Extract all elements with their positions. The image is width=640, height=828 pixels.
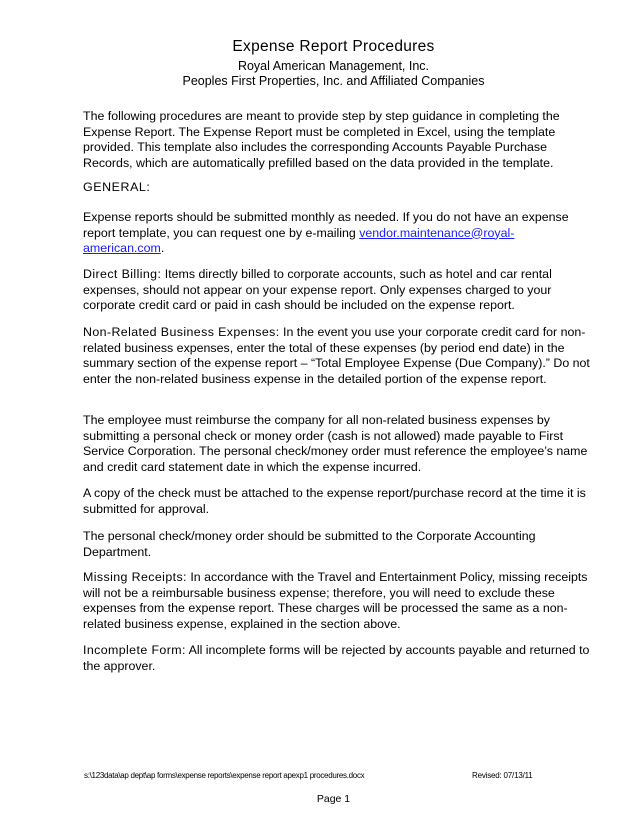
missing-receipts-paragraph	[83, 570, 593, 632]
footer-file-path: s:\123data\ap dept\ap forms\expense reports\expense report apexp1 procedures.docx	[84, 771, 365, 780]
copy-paragraph: A copy of the check must be attached to the expense report/purchase record at the time it is submitted for approval.	[83, 486, 586, 516]
missing-receipts-label: Missing Receipts:	[83, 570, 187, 584]
document-title: Expense Report Procedures	[232, 38, 435, 55]
reimburse-paragraph: The employee must reimburse the company for all non-related business expenses by submitting a personal check or money order (cash is not allowed) made payable to First Service Corporation. The personal check/money order must reference the employee’s name and credit card statement date in which the expense incurred.	[83, 413, 588, 474]
expense-text: Expense reports should be submitted monthly as needed. If you do not have an expense report template, you can request one by e-mailing	[83, 210, 569, 240]
general-heading: GENERAL:	[83, 180, 151, 194]
non-related-paragraph	[83, 325, 593, 387]
intro-paragraph: The following procedures are meant to provide step by step guidance in completing the Expense Report. The Expense Report must be completed in Excel, using the template provided. This template also includes the corresponding Accounts Payable Purchase Records, which are automatically prefilled based on the data provided in the template.	[83, 109, 560, 170]
incomplete-form-text: All incomplete forms will be rejected by accounts payable and returned to the approver.	[83, 643, 590, 673]
incomplete-form-label: Incomplete Form:	[83, 643, 186, 657]
page-number: Page 1	[316, 793, 351, 805]
missing-receipts-text: In accordance with the Travel and Entertainment Policy, missing receipts will not be a reimbursable business expense; therefore, you will need to exclude these expenses from the expense report. These charges will be processed the same as a non-related business expense, explained in the section above.	[83, 570, 588, 631]
footer-revised-date: Revised: 07/13/11	[472, 771, 533, 780]
non-related-text: In the event you use your corporate credit card for non-related business expenses, enter the total of these expenses (by period end date) in the summary section of the expense report – “Total Employee Expense (Due Company).” Do not enter the non-related business expense in the detailed portion of the expense report.	[83, 325, 590, 386]
non-related-label: Non-Related Business Expenses:	[83, 325, 280, 339]
expense-paragraph	[83, 210, 593, 257]
incomplete-form-paragraph	[83, 643, 593, 674]
personal-check-paragraph: The personal check/money order should be submitted to the Corporate Accounting Department.	[83, 529, 536, 559]
direct-billing-paragraph	[83, 267, 593, 314]
direct-billing-text: Items directly billed to corporate accounts, such as hotel and car rental expenses, should not appear on your expense report. Only expenses charged to your corporate credit card or paid in cash should be included on the expense report.	[83, 267, 552, 312]
company-line-2: Peoples First Properties, Inc. and Affiliated Companies	[182, 74, 485, 88]
company-line-1: Royal American Management, Inc.	[237, 59, 430, 73]
direct-billing-label: Direct Billing:	[83, 267, 162, 281]
expense-text-end: .	[160, 241, 165, 255]
email-link[interactable]: vendor.maintenance@royal-american.com	[83, 225, 515, 255]
